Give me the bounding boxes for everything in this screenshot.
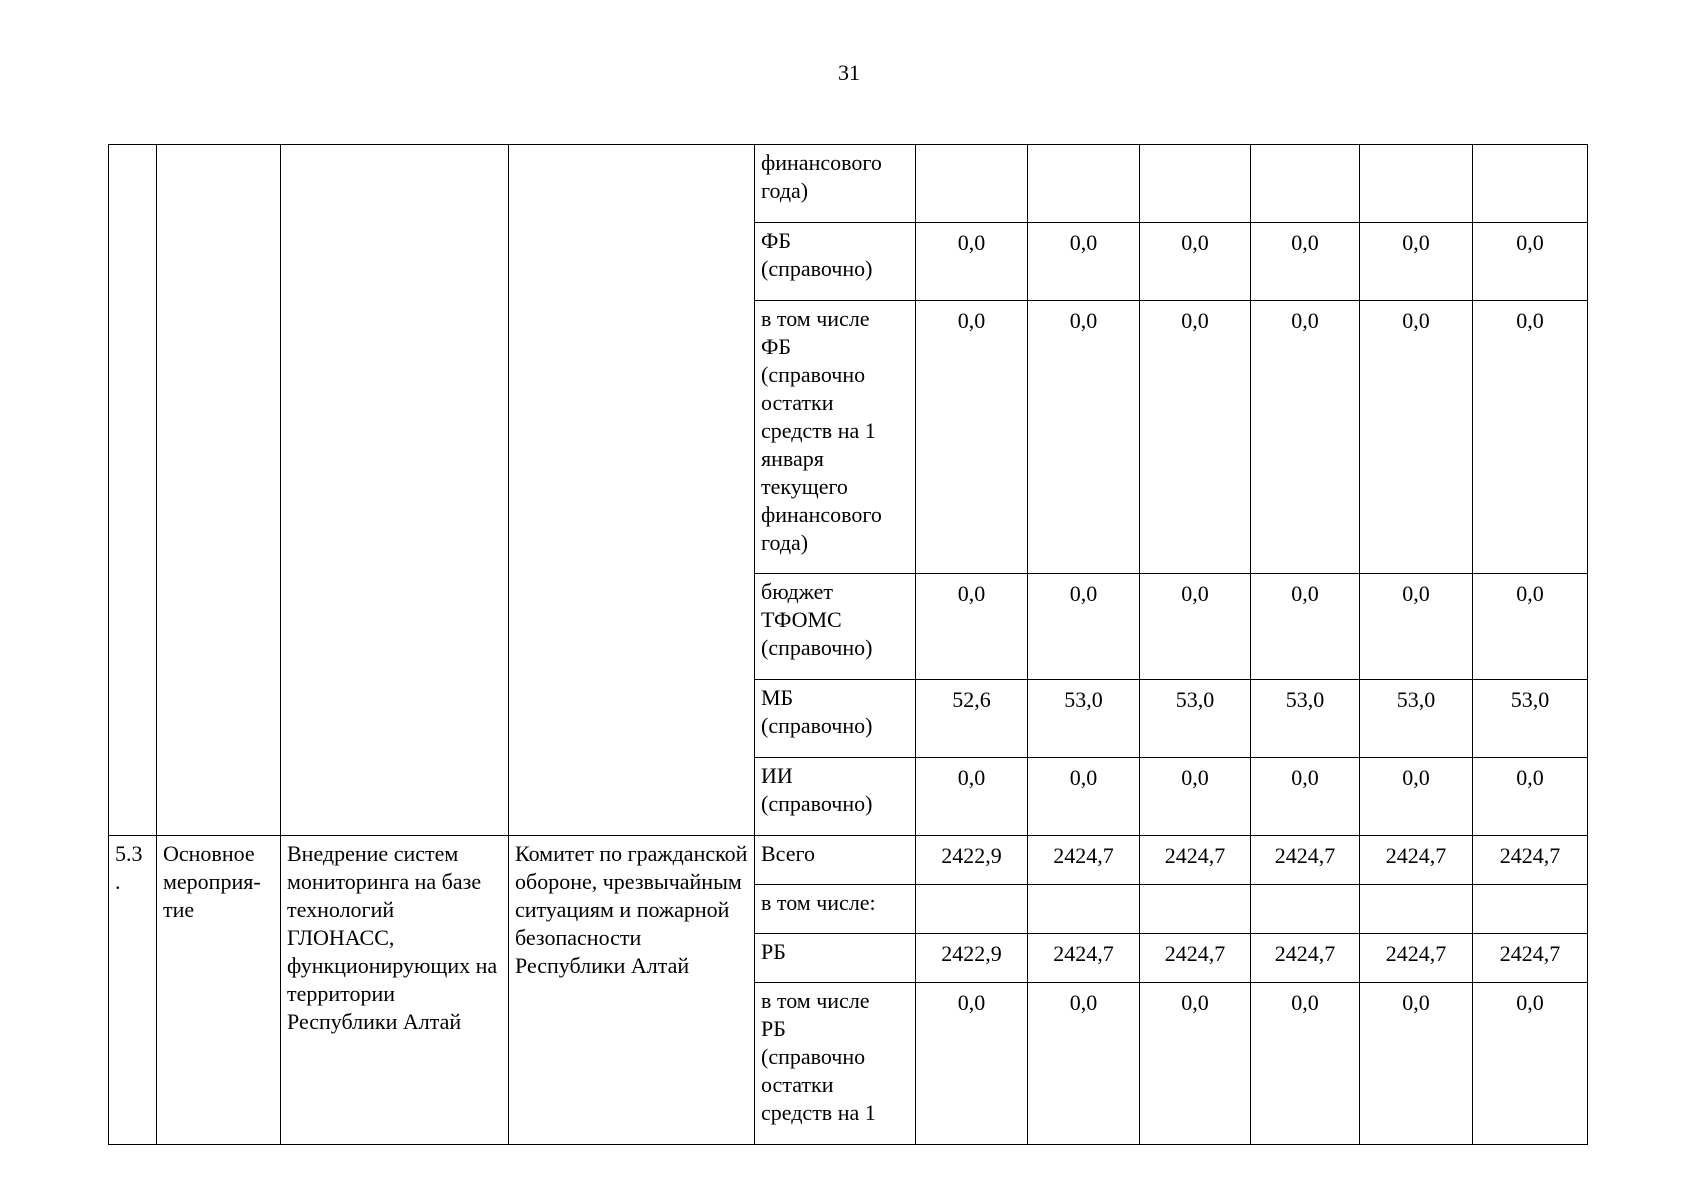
value-cell xyxy=(1473,885,1588,934)
table-row xyxy=(109,836,1588,885)
value-cell: 53,0 xyxy=(1473,680,1588,758)
value-cell xyxy=(1140,885,1251,934)
funding-source-line: ФБ xyxy=(761,334,792,359)
table-row xyxy=(109,145,1588,223)
value-cell: 0,0 xyxy=(1473,223,1588,301)
value-cell: 0,0 xyxy=(1251,574,1360,680)
funding-source-line: МБ xyxy=(761,685,794,710)
value-cell: 52,6 xyxy=(916,680,1028,758)
value-cell: 0,0 xyxy=(1473,574,1588,680)
value-cell: 0,0 xyxy=(1028,301,1140,574)
funding-source-line: (справочно) xyxy=(761,713,873,738)
value-cell: 0,0 xyxy=(1473,983,1588,1145)
value-cell xyxy=(916,145,1028,223)
funding-source-line: остатки xyxy=(761,1072,834,1097)
value-cell: 0,0 xyxy=(1251,758,1360,836)
value-cell: 2424,7 xyxy=(1360,934,1473,983)
value-cell: 0,0 xyxy=(1028,758,1140,836)
measure-name: Внедрение систем мониторинга на базе технологий ГЛОНАСС, функционирующих на территории Республики Алтай xyxy=(281,836,509,1145)
value-cell: 0,0 xyxy=(1360,301,1473,574)
funding-source-cell xyxy=(755,574,916,680)
name-cell xyxy=(281,145,509,836)
number-cell xyxy=(109,145,157,836)
value-cell: 2424,7 xyxy=(1360,836,1473,885)
value-cell: 2424,7 xyxy=(1028,836,1140,885)
funding-table xyxy=(108,144,1588,1145)
value-cell: 0,0 xyxy=(916,983,1028,1145)
funding-source-line: финансового xyxy=(761,150,882,175)
measure-number: 5.3 . xyxy=(109,836,157,1145)
funding-source-line: января xyxy=(761,446,824,471)
funding-source-cell xyxy=(755,885,916,934)
funding-source-line: бюджет xyxy=(761,579,833,604)
value-cell: 53,0 xyxy=(1140,680,1251,758)
value-cell xyxy=(916,885,1028,934)
funding-source-cell xyxy=(755,836,916,885)
funding-source-line: (справочно xyxy=(761,362,866,387)
value-cell: 2424,7 xyxy=(1028,934,1140,983)
value-cell xyxy=(1251,885,1360,934)
funding-source-line: РБ xyxy=(761,1016,786,1041)
value-cell xyxy=(1251,145,1360,223)
funding-source-line: года) xyxy=(761,530,809,555)
value-cell: 2424,7 xyxy=(1473,836,1588,885)
value-cell: 0,0 xyxy=(1360,574,1473,680)
executor-cell xyxy=(509,145,755,836)
value-cell xyxy=(1028,145,1140,223)
value-cell: 2424,7 xyxy=(1251,836,1360,885)
funding-source-line: остатки xyxy=(761,390,834,415)
value-cell: 0,0 xyxy=(916,301,1028,574)
value-cell xyxy=(1360,885,1473,934)
value-cell: 0,0 xyxy=(916,223,1028,301)
value-cell: 0,0 xyxy=(1140,301,1251,574)
funding-source-line: (справочно xyxy=(761,1044,866,1069)
funding-source-line: (справочно) xyxy=(761,791,873,816)
value-cell: 0,0 xyxy=(1360,223,1473,301)
funding-source-cell xyxy=(755,983,916,1145)
funding-source-line: финансового xyxy=(761,502,882,527)
page-number: 31 xyxy=(838,60,860,85)
value-cell xyxy=(1140,145,1251,223)
value-cell: 0,0 xyxy=(1473,301,1588,574)
funding-source-cell xyxy=(755,145,916,223)
funding-source-cell xyxy=(755,758,916,836)
value-cell: 0,0 xyxy=(916,758,1028,836)
funding-source-cell xyxy=(755,680,916,758)
value-cell: 53,0 xyxy=(1028,680,1140,758)
measure-executor: Комитет по гражданской обороне, чрезвычайным ситуациям и пожарной безопасности Республики Алтай xyxy=(509,836,755,1145)
value-cell: 0,0 xyxy=(1251,223,1360,301)
value-cell: 53,0 xyxy=(1360,680,1473,758)
value-cell: 0,0 xyxy=(1028,983,1140,1145)
funding-source-line: текущего xyxy=(761,474,848,499)
value-cell: 2422,9 xyxy=(916,836,1028,885)
funding-source-line: Всего xyxy=(761,841,815,866)
funding-source-cell xyxy=(755,223,916,301)
value-cell: 0,0 xyxy=(1140,574,1251,680)
funding-source-line: в том числе xyxy=(761,988,870,1013)
value-cell: 0,0 xyxy=(1360,983,1473,1145)
funding-source-line: в том числе: xyxy=(761,890,876,915)
value-cell: 2424,7 xyxy=(1140,836,1251,885)
funding-source-line: РБ xyxy=(761,939,786,964)
funding-source-cell xyxy=(755,301,916,574)
value-cell: 2424,7 xyxy=(1140,934,1251,983)
funding-source-line: в том числе xyxy=(761,306,870,331)
funding-source-line: средств на 1 xyxy=(761,418,876,443)
funding-source-line: года) xyxy=(761,178,809,203)
value-cell: 53,0 xyxy=(1251,680,1360,758)
value-cell: 0,0 xyxy=(916,574,1028,680)
value-cell xyxy=(1360,145,1473,223)
value-cell: 2422,9 xyxy=(916,934,1028,983)
funding-source-line: (справочно) xyxy=(761,635,873,660)
value-cell: 0,0 xyxy=(1140,983,1251,1145)
value-cell: 0,0 xyxy=(1251,301,1360,574)
funding-source-line: ФБ xyxy=(761,228,792,253)
funding-source-line: ИИ xyxy=(761,763,793,788)
type-cell xyxy=(157,145,281,836)
funding-source-line: средств на 1 xyxy=(761,1100,876,1125)
value-cell xyxy=(1473,145,1588,223)
value-cell: 2424,7 xyxy=(1473,934,1588,983)
value-cell: 0,0 xyxy=(1251,983,1360,1145)
funding-source-cell xyxy=(755,934,916,983)
value-cell: 0,0 xyxy=(1028,223,1140,301)
value-cell: 0,0 xyxy=(1140,758,1251,836)
value-cell: 0,0 xyxy=(1140,223,1251,301)
measure-type: Основное мероприя- тие xyxy=(157,836,281,1145)
value-cell: 0,0 xyxy=(1028,574,1140,680)
value-cell: 0,0 xyxy=(1360,758,1473,836)
value-cell: 0,0 xyxy=(1473,758,1588,836)
funding-source-line: (справочно) xyxy=(761,256,873,281)
value-cell: 2424,7 xyxy=(1251,934,1360,983)
funding-source-line: ТФОМС xyxy=(761,607,842,632)
value-cell xyxy=(1028,885,1140,934)
